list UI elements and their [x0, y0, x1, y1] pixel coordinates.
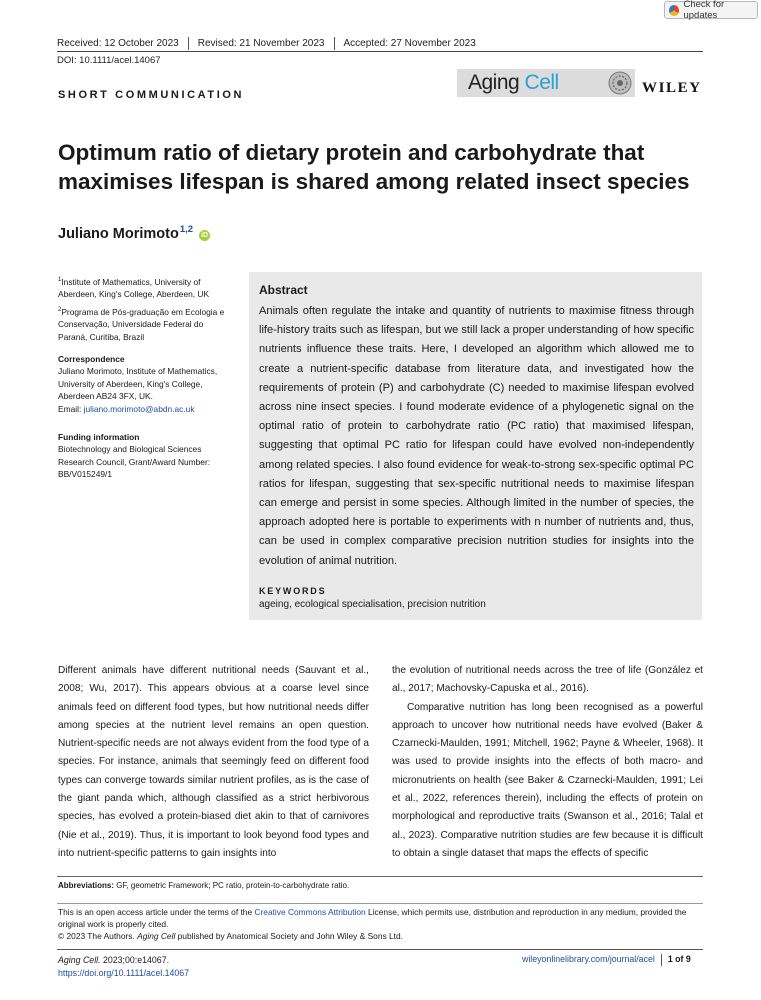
license-pre: This is an open access article under the terms of the [58, 907, 255, 917]
check-for-updates-button[interactable] [664, 1, 758, 19]
correspondence [58, 353, 233, 415]
correspondence-text: Juliano Morimoto, Institute of Mathematics, University of Aberdeen, King's College, Aberdeen AB24 3FX, UK. [58, 366, 218, 402]
abstract-heading: Abstract [259, 283, 308, 297]
abbreviations [58, 881, 349, 890]
author-line [58, 224, 210, 242]
revised-date: Revised: 21 November 2023 [188, 37, 334, 50]
body-column-right [392, 662, 703, 863]
journal-site-link[interactable]: wileyonlinelibrary.com/journal/acel [522, 954, 655, 964]
orcid-icon[interactable]: iD [201, 232, 209, 239]
body-column-left [58, 662, 369, 863]
footer-doi-link[interactable]: https://doi.org/10.1111/acel.14067 [58, 968, 190, 978]
funding-text: Biotechnology and Biological Sciences Research Council, Grant/Award Number: BB/V015249/1 [58, 444, 211, 480]
affiliation-mark: 1 [58, 277, 62, 283]
abbreviations-divider [57, 876, 703, 877]
abstract-text: Animals often regulate the intake and quantity of nutrients to maximise fitness through life-history traits such as lifespan, but we still lack a proper understanding of how specific nutrients influence these traits. Here, I developed an algorithm which allowed me to create a nutrient-specific database from literature data, and investigated how the requirements of protein (P) and carbohydrate (C) needed to maximise lifespan evolved across nine insect species. I found moderate evidence of a phylogenetic signal on the optimal ratio of protein to carbohydrate ratio (PC ratio) that maximised lifespan, suggesting that optimal PC ratio for lifespan could have evolved non-independently among related species. I also found evidence for weak-to-strong sex-specific optimal PC ratios for lifespan, suggesting that sex-specific nutritional needs to maximise lifespan can emerge and persist in some species. Although limited in the number of species, the approach adopted here is portable to experiments with n number of nutrients and, thus, can be used in complex comparative precision nutrition studies for insights into the evolution of animal nutrition. [259, 305, 694, 567]
accepted-date: Accepted: 27 November 2023 [334, 37, 485, 50]
footer-volume: 2023;00:e14067. [100, 955, 170, 965]
doi: DOI: 10.1111/acel.14067 [57, 55, 161, 66]
funding-heading: Funding information [58, 432, 140, 442]
cc-license-link[interactable]: Creative Commons Attribution [254, 907, 366, 917]
affiliation-mark: 2 [58, 307, 62, 313]
footer-journal-line [58, 954, 189, 967]
affiliation-2 [58, 304, 233, 343]
body-paragraph: Different animals have different nutritional needs (Sauvant et al., 2008; Wu, 2017). This appears obvious at a coarse level since animals feed on different food types, but how nutritional needs differ among species at the nutrient level remains an open question. Nutrient-specific needs are not always evident from the food type of a species. For instance, animals that seemingly feed on different food types can converge towards similar nutrient profiles, as is the case of the giant panda which, although classified as a strict herbivorous species, has evolved a protein-biased diet akin to that of carnivores (Nie et al., 2019). Thus, it is important to look beyond food types and into nutrient-specific patterns to gain insights into [58, 665, 369, 859]
footer-right [522, 954, 691, 966]
header-divider [57, 51, 703, 52]
crossmark-icon [669, 5, 679, 16]
copyright-pre: © 2023 The Authors. [58, 931, 138, 942]
page-number: 1 of 9 [667, 954, 691, 964]
check-for-updates-label: Check for updates [683, 0, 725, 21]
keywords-heading: KEYWORDS [259, 586, 327, 596]
affiliation-text: Programa de Pós-graduação em Ecologia e Conservação, Universidade Federal do Paraná, Curitiba, Brazil [58, 306, 225, 342]
correspondence-heading: Correspondence [58, 354, 125, 364]
license-divider [57, 903, 703, 904]
email-label: Email: [58, 403, 84, 414]
article-title: Optimum ratio of dietary protein and carbohydrate that maximises lifespan is shared among related insect species [58, 140, 690, 194]
journal-logo[interactable] [468, 71, 559, 95]
affiliation-1 [58, 274, 233, 301]
footer-separator [661, 954, 662, 966]
article-dates [57, 37, 485, 50]
author-name[interactable]: Juliano Morimoto [58, 226, 179, 242]
body-paragraph: the evolution of nutritional needs across the tree of life (González et al., 2017; Machovsky-Capuska et al., 2016). [392, 665, 703, 695]
license-post: License, which permits use, distribution and reproduction in any medium, provided the original work is properly cited. [58, 907, 687, 930]
abbreviations-text: GF, geometric Framework; PC ratio, protein-to-carbohydrate ratio. [114, 881, 350, 890]
affiliation-text: Institute of Mathematics, University of Aberdeen, King's College, Aberdeen, UK [58, 276, 210, 300]
society-emblem-icon [607, 70, 633, 96]
keywords-text: ageing, ecological specialisation, precision nutrition [259, 599, 486, 610]
correspondence-email [58, 403, 233, 415]
journal-name-aging: Aging [468, 71, 525, 94]
author-affiliation-marks[interactable]: 1,2 [179, 224, 194, 235]
abbreviations-label: Abbreviations: [58, 881, 115, 890]
license-text [58, 906, 703, 930]
footer-citation [58, 954, 189, 980]
copyright [58, 930, 703, 942]
journal-name-cell: Cell [524, 71, 559, 94]
footer-divider [57, 949, 703, 950]
license-notice [58, 906, 703, 943]
footer-journal: Aging Cell. [58, 955, 101, 965]
received-date: Received: 12 October 2023 [57, 38, 179, 49]
funding-information [58, 431, 233, 481]
publisher-logo[interactable]: WILEY [642, 80, 702, 96]
email-link[interactable]: juliano.morimoto@abdn.ac.uk [83, 403, 195, 414]
copyright-post: published by Anatomical Society and John Wiley & Sons Ltd. [175, 931, 403, 942]
copyright-journal: Aging Cell [137, 931, 176, 942]
body-paragraph: Comparative nutrition has long been recognised as a powerful approach to uncover how nutritional needs have evolved (Baker & Czarnecki-Maulden, 1991; Mitchell, 1962; Payne & Wheeler, 1968). It was used to provide insights into the effects of both macro- and micronutrients on health (see Baker & Czarnecki-Maulden, 1991; Lei et al., 2022, references therein), including the effects of protein on morphological and reproductive traits (Swanson et al., 2016; Talal et al., 2023). Comparative nutrition studies are few because it is difficult to obtain a single dataset that maps the effects of specific [392, 701, 703, 859]
section-label: SHORT COMMUNICATION [58, 89, 245, 101]
